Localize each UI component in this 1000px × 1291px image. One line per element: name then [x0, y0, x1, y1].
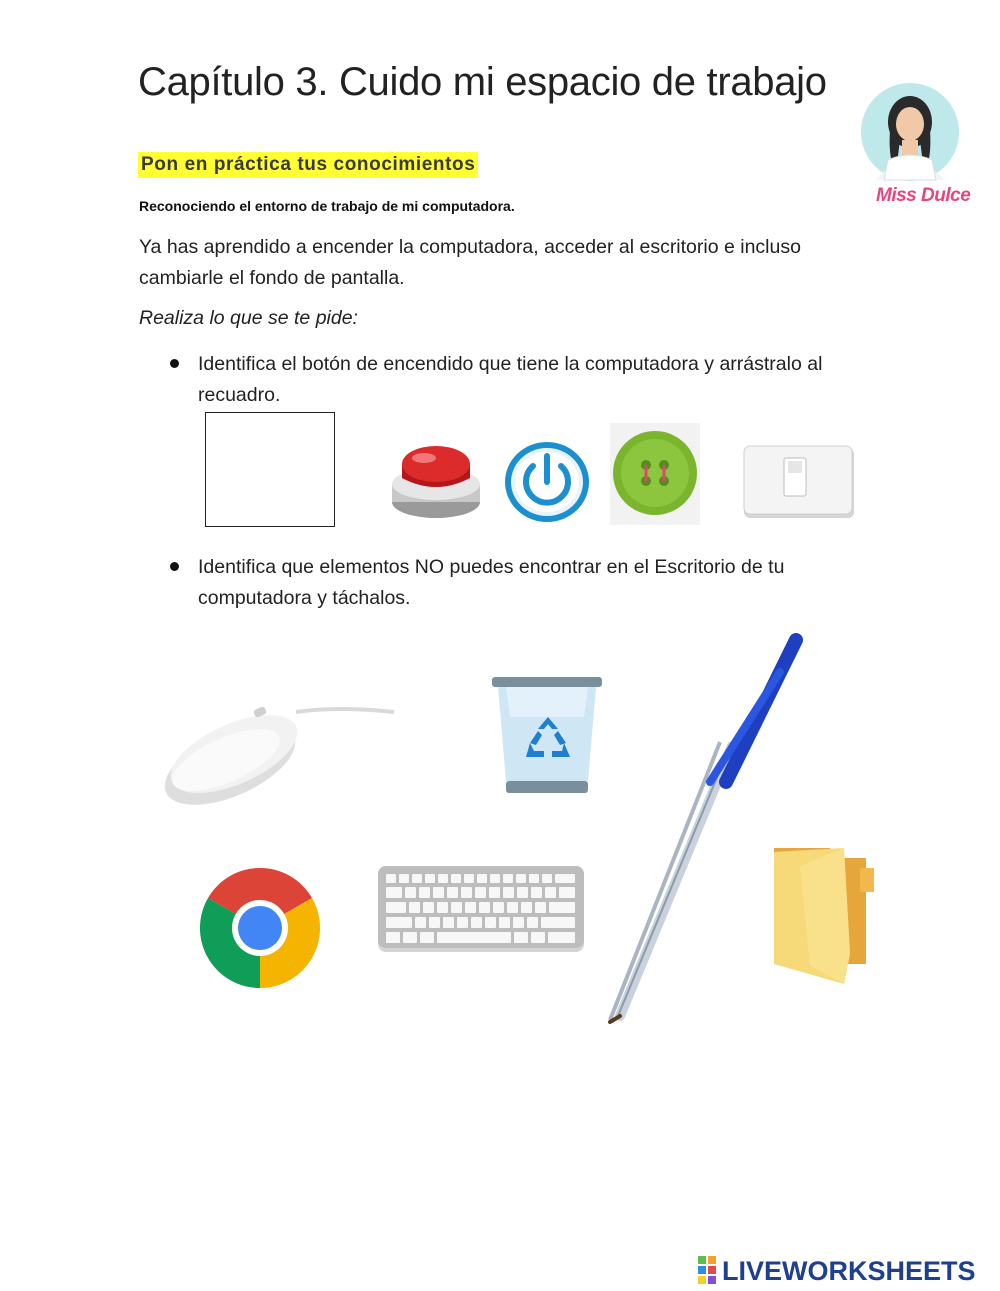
mouse-icon[interactable]: [158, 690, 398, 805]
recycle-bin-icon[interactable]: [492, 677, 604, 795]
task-text: Identifica que elementos NO puedes encontrar en el Escritorio de tu computadora y táchalos.: [198, 556, 785, 609]
page-title: Capítulo 3. Cuido mi espacio de trabajo: [138, 60, 827, 104]
light-switch-icon[interactable]: [742, 444, 856, 520]
list-item: [170, 552, 870, 614]
list-item: [170, 349, 870, 411]
author-brand: Miss Dulce: [876, 185, 971, 206]
folder-icon[interactable]: [770, 846, 880, 988]
task-text: Identifica el botón de encendido que tiene la computadora y arrástralo al recuadro.: [198, 353, 823, 406]
instruction: Realiza lo que se te pide:: [139, 307, 358, 329]
section-label: Pon en práctica tus conocimientos: [138, 152, 478, 178]
liveworksheets-logo: [696, 1252, 996, 1286]
bullet-icon: [170, 562, 179, 571]
power-button-icon[interactable]: [503, 440, 591, 524]
subheading: Reconociendo el entorno de trabajo de mi computadora.: [139, 198, 515, 214]
site-name: LIVEWORKSHEETS: [722, 1256, 976, 1286]
keyboard-icon[interactable]: [376, 864, 586, 956]
green-sewing-button-icon[interactable]: [610, 423, 700, 525]
intro-paragraph: Ya has aprendido a encender la computadora, acceder al escritorio e incluso cambiarle el fondo de pantalla.: [139, 236, 801, 289]
bullet-icon: [170, 359, 179, 368]
avatar: [858, 80, 962, 184]
drop-target-box[interactable]: [205, 412, 335, 527]
chrome-icon[interactable]: [198, 866, 322, 990]
red-push-button-icon[interactable]: [390, 432, 482, 524]
